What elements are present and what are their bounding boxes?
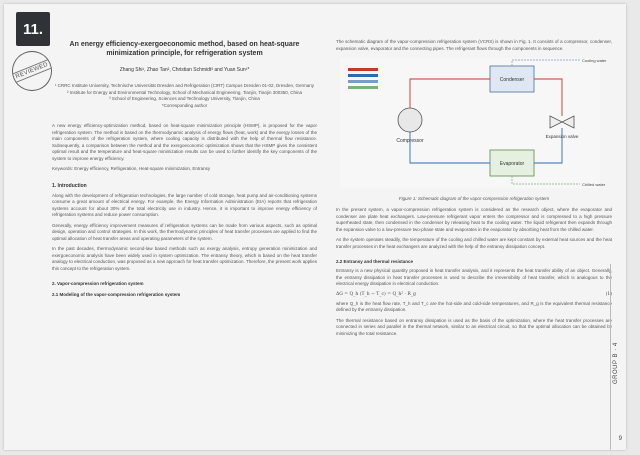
section-heading: 1. Introduction bbox=[52, 182, 87, 189]
paragraph: where Q_h is the heat flow rate, T_h and T_c are the hot-side and cold-side temperatures, and R_g is the equivalent thermal resistance defined by the entransy dissipation. bbox=[336, 300, 612, 312]
condenser-label: Condenser bbox=[499, 77, 525, 83]
chapter-number-badge: 11. bbox=[16, 12, 50, 46]
paragraph: Along with the development of refrigeration technologies, the large number of cold storage, heat pump and air-conditioning systems consume a great amount of electrical energy. For example, the Energy Information Administration (EIA) reports that refrigeration systems account for about 30% of the total electricity use in industry. Hence, it is important to improve energy efficiency of refrigeration systems and reduce power consumption. bbox=[52, 192, 317, 217]
affiliation-line: ³ School of Engineering, Sciences and Technology University, Tianjin, China bbox=[109, 96, 260, 101]
paragraph: In the present system, a vapor-compression refrigeration system is considered as the research object, where the evaporator and condenser are plate heat exchangers. Low-pressure refrigerant vapor enters the compressor and is compressed to a high pressure superheated state, then condensed in the condenser by releasing heat to the cooling water. The liquid refrigerant then expands through the expansion valve to a low-pressure two-phase state and evaporates in the evaporator by absorbing heat from the chilled water. bbox=[336, 207, 612, 232]
compressor-symbol bbox=[398, 108, 422, 132]
abstract: A new energy efficiency-optimization method, based on heat-square minimization principle (HSMP), is proposed for the vapor refrigeration system. The method is based on the thermodynamic analysis of energy flows (heat, work) and the exergy losses of the main components of the refrigeration system, where cooling capacity is distributed with the help of thermal flow resistance. Subsequently, a comparison between the method and the exergoeconomic optimization shows that the HSMP gives the consistent optimal result and the temperature and heat-square minimization results can be used to further identify the key components of the system to improve energy efficiency. bbox=[52, 123, 317, 161]
page-number: 9 bbox=[618, 436, 622, 442]
cooling-water-label: Cooling water bbox=[582, 58, 607, 63]
system-schematic-figure bbox=[340, 58, 607, 188]
paragraph: The thermal resistance based on entransy dissipation is used as the basis of the optimization, where the heat transfer processes are connected in series and parallel in the thermal network, similar to an electrical circuit, so that the optimal allocation can be obtained by minimizing the total resistance. bbox=[336, 317, 612, 336]
affiliation-line: ¹ CRRC Institute University, Technische Universität Dresden and Refrigeration (CIRT) Campus Dresden 01-02, Dresden, Germany bbox=[54, 83, 315, 88]
left-column bbox=[52, 12, 317, 297]
subsection-heading: 2.1 Modeling of the vapor-compression refrigeration system bbox=[52, 292, 181, 297]
compressor-label: Compressor bbox=[396, 138, 424, 144]
affiliation-line: ² Institute for Energy and Environmental Technology, School of Mechanical Engineering, Tianjin, Tianjin 300350, China bbox=[67, 89, 302, 95]
paragraph: Generally, energy efficiency improvement measures of refrigeration systems can be made from various aspects, such as optimal design, operation and control strategies. In this work, the thermodynamic principles of heat transfer processes are applied to find the optimal allocation of heat transfer areas and operating parameters of the system. bbox=[52, 222, 317, 241]
right-column bbox=[336, 12, 612, 337]
affiliations bbox=[52, 83, 317, 109]
chilled-water-label: Chilled water bbox=[582, 182, 606, 187]
valve-label: Expansion valve bbox=[545, 134, 579, 139]
paragraph: In the past decades, thermodynamic second-law based methods such as exergy analysis, entropy generation minimization and exergoeconomic analysis have been widely used in system optimization. The entransy theory, which is based on the heat transfer analogy to electrical conduction, was proposed as a new approach for heat transfer optimization. Therefore, the present work applies this concept to the refrigeration system. bbox=[52, 246, 317, 271]
document-page bbox=[4, 4, 626, 450]
paper-authors: Zhang Shi¹, Zhao Tan², Christian Schmidt³ and Yuan Sun¹* bbox=[119, 67, 250, 73]
side-tab-label: GROUP B · 4 bbox=[613, 342, 619, 384]
paragraph: Entransy is a new physical quantity proposed in heat transfer analysis, and it represents the heat transfer ability of an object. Generally, the entransy dissipation in heat transfer processes is used to describe the irreversibility of heat transfer, which is analogous to the electrical energy dissipation in electrical conduction. bbox=[336, 268, 612, 286]
affiliation-line: *Corresponding author bbox=[161, 102, 208, 108]
equation bbox=[336, 292, 612, 297]
paragraph: As the system operates steadily, the temperature of the cooling and chilled water are kept constant by external heat sources and the heat transfer processes in the heat exchangers are analyzed with the help of the entransy dissipation concept. bbox=[336, 237, 612, 249]
equation-body: ΔG = Q_h (T_h − T_c) = Q_h² · R_g bbox=[336, 291, 416, 297]
section-heading: 2. Vapor-compression refrigeration system bbox=[52, 281, 144, 286]
equation-number: (1) bbox=[605, 291, 612, 297]
reviewed-stamp bbox=[6, 45, 58, 97]
side-tab bbox=[610, 264, 626, 450]
keywords: Keywords: Energy efficiency, Refrigeration, Heat-square minimization, Entransy bbox=[52, 166, 211, 171]
evaporator-label: Evaporator bbox=[499, 161, 525, 167]
paragraph: The schematic diagram of the vapor-compression refrigeration system (VCRS) is shown in Fig. 1. It consists of a compressor, condenser, expansion valve, evaporator and the connecting pipes. The refrigerant flows through the components in sequence. bbox=[336, 39, 612, 51]
subsection-heading: 2.2 Entransy and thermal resistance bbox=[336, 259, 414, 264]
paper-title: An energy efficiency-exergoeconomic method, based on heat-square minimization principle, for refrigeration system bbox=[69, 41, 300, 57]
stamp-text: REVIEWED bbox=[12, 59, 51, 83]
figure-caption: Figure 1: Schematic diagram of the vapor-compression refrigeration system bbox=[398, 196, 550, 201]
